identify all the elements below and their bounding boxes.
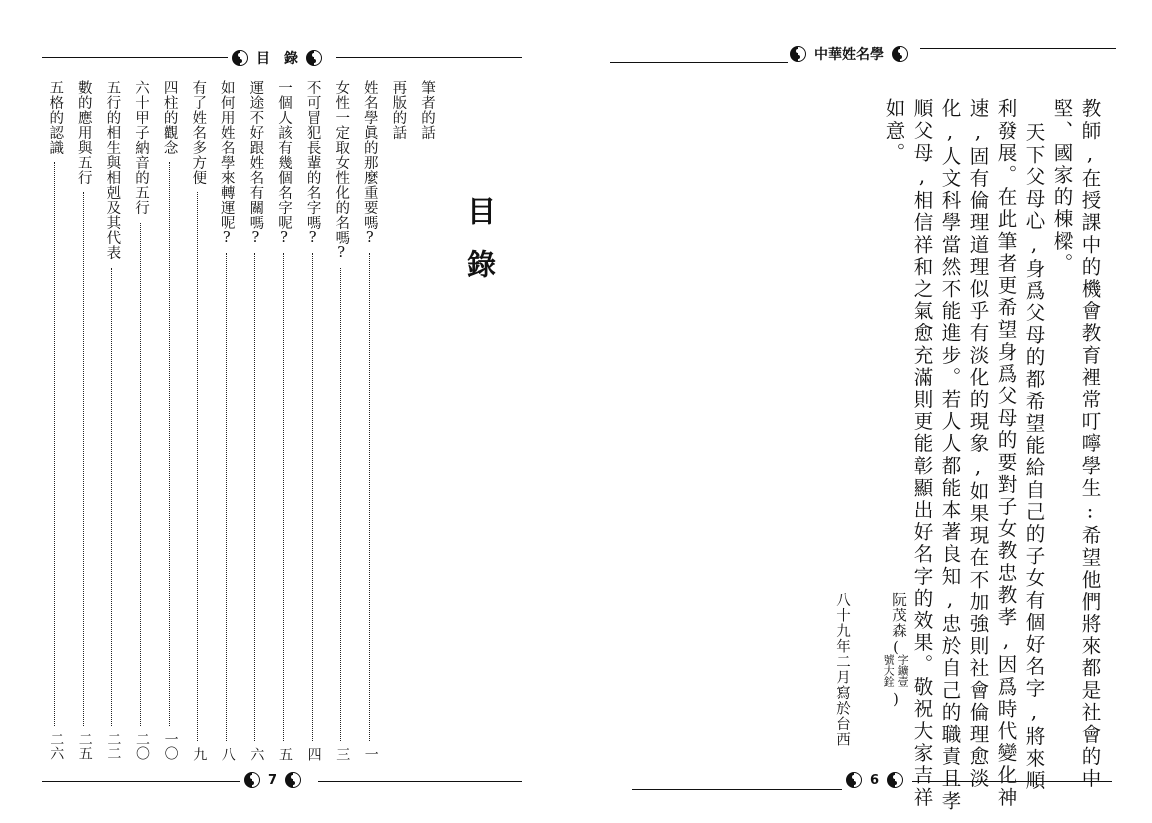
toc-entry: 如何用姓名學來轉運呢? bbox=[218, 80, 235, 247]
toc-leader-dots bbox=[169, 162, 170, 726]
author-name: 阮茂森 bbox=[890, 592, 906, 639]
yin-yang-icon bbox=[232, 50, 248, 66]
preface-column: 順父母,相信祥和之氣愈充滿則更能彰顯出好名字的效果。敬祝大家吉祥 bbox=[910, 98, 934, 809]
note-paren-close: ) bbox=[888, 692, 904, 709]
toc-leader-dots bbox=[369, 253, 370, 741]
preface-column: 利發展。在此筆者更希望身爲父母的要對子女教忠教孝,因爲時代變化神 bbox=[994, 98, 1018, 809]
toc-entry: 一個人該有幾個名字呢? bbox=[276, 80, 292, 247]
toc-leader-dots bbox=[226, 253, 227, 741]
preface-column: 速,固有倫理道理似乎有淡化的現象,如果現在不加強則社會倫理愈淡 bbox=[966, 98, 990, 791]
toc-entry: 五格的認識 bbox=[47, 80, 64, 155]
toc-leader-dots bbox=[254, 253, 255, 741]
toc-entry: 筆者的話 bbox=[419, 80, 435, 140]
yin-yang-icon bbox=[892, 46, 908, 62]
toc-page-number: 二五 bbox=[76, 732, 93, 760]
preface-column: 化,人文科學當然不能進步。若人人都能本著良知,忠於自己的職責且孝 bbox=[938, 98, 962, 813]
page-number: 6 bbox=[870, 772, 880, 788]
toc-leader-dots bbox=[283, 253, 284, 741]
note-line1: 字鑛壹 bbox=[896, 654, 910, 687]
toc-leader-dots bbox=[54, 162, 55, 726]
right-footer bbox=[846, 772, 903, 788]
yin-yang-icon bbox=[846, 772, 862, 788]
toc-leader-dots bbox=[111, 268, 112, 726]
page-heading: 目錄 bbox=[463, 196, 497, 302]
preface-column: 教師,在授課中的機會教育裡常叮嚀學生:希望他們將來都是社會的中 bbox=[1078, 98, 1102, 791]
right-header bbox=[790, 44, 908, 64]
signature-date: 八十九年二月寫於台西 bbox=[834, 592, 850, 747]
toc-entry: 五行的相生與相剋及其代表 bbox=[104, 80, 121, 260]
toc-entry: 四柱的觀念 bbox=[161, 80, 178, 155]
toc-page-number: 二〇 bbox=[134, 732, 150, 760]
toc-page-number: 一〇 bbox=[162, 732, 179, 760]
toc-page-number: 九 bbox=[191, 747, 208, 761]
toc-page-number: 五 bbox=[277, 747, 293, 761]
left-header-title: 目 錄 bbox=[256, 51, 298, 67]
preface-column: 天下父母心,身爲父母的都希望能給自己的子女有個好名字,將來順 bbox=[1022, 122, 1046, 792]
toc-page-number: 四 bbox=[305, 747, 322, 761]
toc-entry: 有了姓名多方便 bbox=[190, 80, 207, 185]
footer-rule-right bbox=[912, 781, 1112, 782]
toc-page-number: 一 bbox=[362, 747, 379, 761]
toc-leader-dots bbox=[312, 253, 313, 741]
toc-page-number: 八 bbox=[219, 747, 236, 761]
note-line2: 號大銓 bbox=[882, 654, 896, 687]
header-rule-left bbox=[610, 62, 788, 63]
footer-rule-left bbox=[632, 789, 842, 790]
toc-page-number: 三 bbox=[334, 747, 351, 761]
toc-entry: 姓名學眞的那麼重要嗎? bbox=[361, 80, 378, 247]
right-header-title: 中華姓名學 bbox=[814, 47, 884, 63]
header-rule-right bbox=[336, 57, 522, 58]
toc-page-number: 六 bbox=[248, 747, 265, 761]
toc-leader-dots bbox=[140, 223, 141, 726]
toc-page-number: 二六 bbox=[48, 732, 65, 760]
toc-entry: 再版的話 bbox=[390, 80, 407, 140]
note-paren-open: ( bbox=[888, 640, 904, 657]
toc-leader-dots bbox=[83, 192, 84, 726]
page-number: 7 bbox=[268, 772, 278, 788]
toc-entry: 運途不好跟姓名有關嗎? bbox=[247, 80, 264, 247]
yin-yang-icon bbox=[306, 50, 322, 66]
preface-column: 如意。 bbox=[882, 98, 906, 165]
toc-leader-dots bbox=[340, 268, 341, 741]
right-page bbox=[590, 0, 1152, 823]
left-header bbox=[232, 48, 322, 68]
header-rule-right bbox=[920, 48, 1116, 49]
footer-rule-right bbox=[318, 781, 522, 782]
toc-entry: 不可冒犯長輩的名字嗎? bbox=[304, 80, 321, 247]
toc-entry: 六十甲子納音的五行 bbox=[133, 80, 149, 215]
toc-leader-dots bbox=[197, 192, 198, 741]
footer-rule-left bbox=[42, 781, 240, 782]
toc-entry: 女性一定取女性化的名嗎? bbox=[333, 80, 350, 262]
toc-entry: 數的應用與五行 bbox=[75, 80, 92, 185]
yin-yang-icon bbox=[790, 46, 806, 62]
preface-column: 堅、國家的棟樑。 bbox=[1050, 98, 1074, 275]
toc-page-number: 二二 bbox=[105, 732, 122, 760]
yin-yang-icon bbox=[285, 772, 301, 788]
yin-yang-icon bbox=[244, 772, 260, 788]
yin-yang-icon bbox=[887, 772, 903, 788]
header-rule-left bbox=[42, 57, 228, 58]
left-page bbox=[0, 0, 560, 823]
left-footer bbox=[244, 772, 301, 788]
